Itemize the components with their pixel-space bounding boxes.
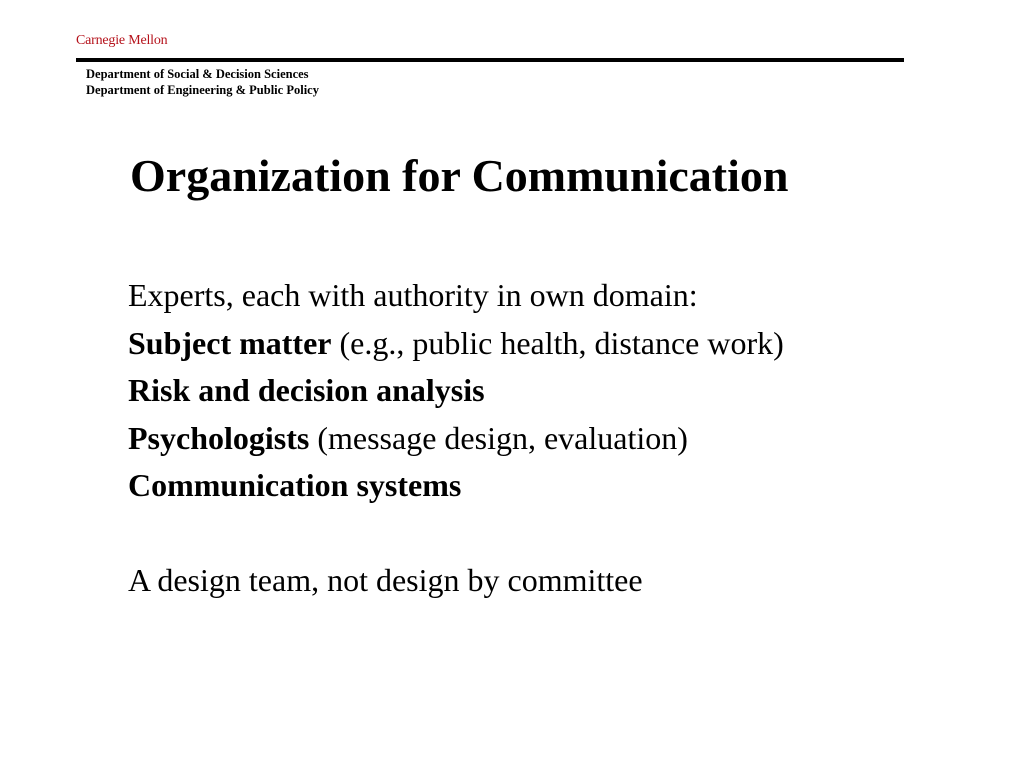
spacer — [128, 510, 784, 558]
intro-line: Experts, each with authority in own domain: — [128, 277, 698, 313]
list-item-communication-systems — [128, 462, 784, 510]
list-item-subject-matter — [128, 320, 784, 368]
slide-title: Organization for Communication — [130, 150, 789, 201]
item-heading: Risk and decision analysis — [128, 372, 485, 408]
department-line-2: Department of Engineering & Public Policy — [86, 83, 319, 97]
slide-body — [128, 272, 784, 605]
list-item-psychologists — [128, 415, 784, 463]
header-rule — [76, 58, 904, 62]
department-line-1: Department of Social & Decision Sciences — [86, 67, 309, 81]
item-heading: Communication systems — [128, 467, 462, 503]
item-detail: (e.g., public health, distance work) — [331, 324, 784, 361]
item-detail: (message design, evaluation) — [309, 419, 688, 456]
list-item-risk-decision-analysis — [128, 367, 784, 415]
item-heading: Subject matter — [128, 324, 332, 361]
carnegie-mellon-logo: Carnegie Mellon — [76, 33, 168, 48]
conclusion-line: A design team, not design by committee — [128, 562, 643, 598]
item-heading: Psychologists — [128, 419, 310, 456]
